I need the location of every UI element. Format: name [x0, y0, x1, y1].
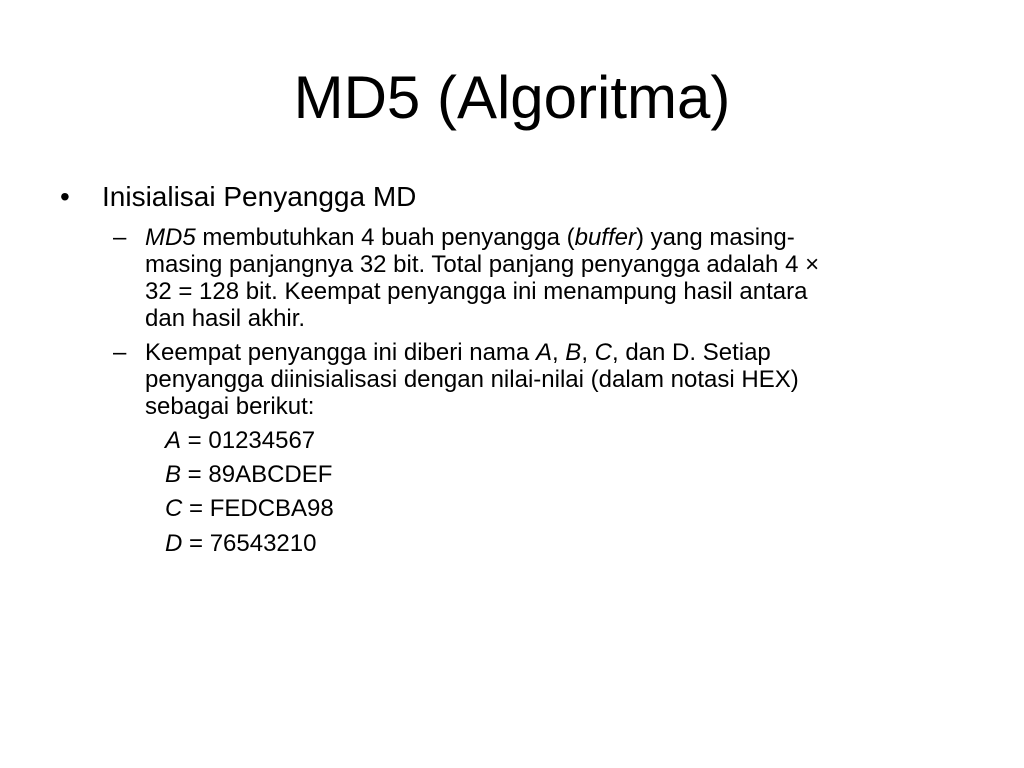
register-value: = FEDCBA98 [182, 495, 334, 522]
text-line: 32 = 128 bit. Keempat penyangga ini menampung hasil antara [145, 278, 808, 305]
sub-bullet-marker: – [113, 224, 127, 251]
register-name: D [165, 530, 183, 557]
text-line [145, 224, 935, 251]
text-span: membutuhkan 4 buah penyangga ( [195, 224, 575, 251]
text-span: ) yang masing- [635, 224, 795, 251]
sub-bullet-body [145, 339, 935, 420]
register-row-b [165, 461, 332, 488]
text-span: , [551, 339, 566, 366]
text-line [145, 339, 935, 366]
emphasis-md5: MD5 [145, 224, 196, 251]
emphasis-a: A [535, 339, 552, 366]
register-name: C [165, 495, 183, 522]
emphasis-c: C [594, 339, 612, 366]
emphasis-buffer: buffer [574, 224, 636, 251]
text-span: Keempat penyangga ini diberi nama [145, 339, 536, 366]
register-name: A [165, 427, 182, 454]
sub-bullet-marker: – [113, 339, 127, 366]
sub-bullet-body [145, 224, 935, 332]
register-row-d [165, 530, 316, 557]
text-line: masing panjangnya 32 bit. Total panjang penyangga adalah 4 × [145, 251, 820, 278]
register-row-c [165, 495, 334, 522]
bullet-marker: • [60, 181, 70, 212]
register-value: = 89ABCDEF [181, 461, 333, 488]
slide-title: MD5 (Algoritma) [293, 64, 731, 131]
emphasis-b: B [565, 339, 582, 366]
register-value: = 76543210 [182, 530, 317, 557]
bullet-text: Inisialisai Penyangga MD [102, 181, 417, 212]
register-value: = 01234567 [181, 427, 316, 454]
text-line: penyangga diinisialisasi dengan nilai-nilai (dalam notasi HEX) [145, 366, 799, 393]
text-span: , [581, 339, 595, 366]
text-line: dan hasil akhir. [145, 305, 306, 332]
text-line: sebagai berikut: [145, 393, 315, 420]
register-row-a [165, 427, 315, 454]
register-name: B [165, 461, 182, 488]
text-span: , dan D. Setiap [612, 339, 771, 366]
